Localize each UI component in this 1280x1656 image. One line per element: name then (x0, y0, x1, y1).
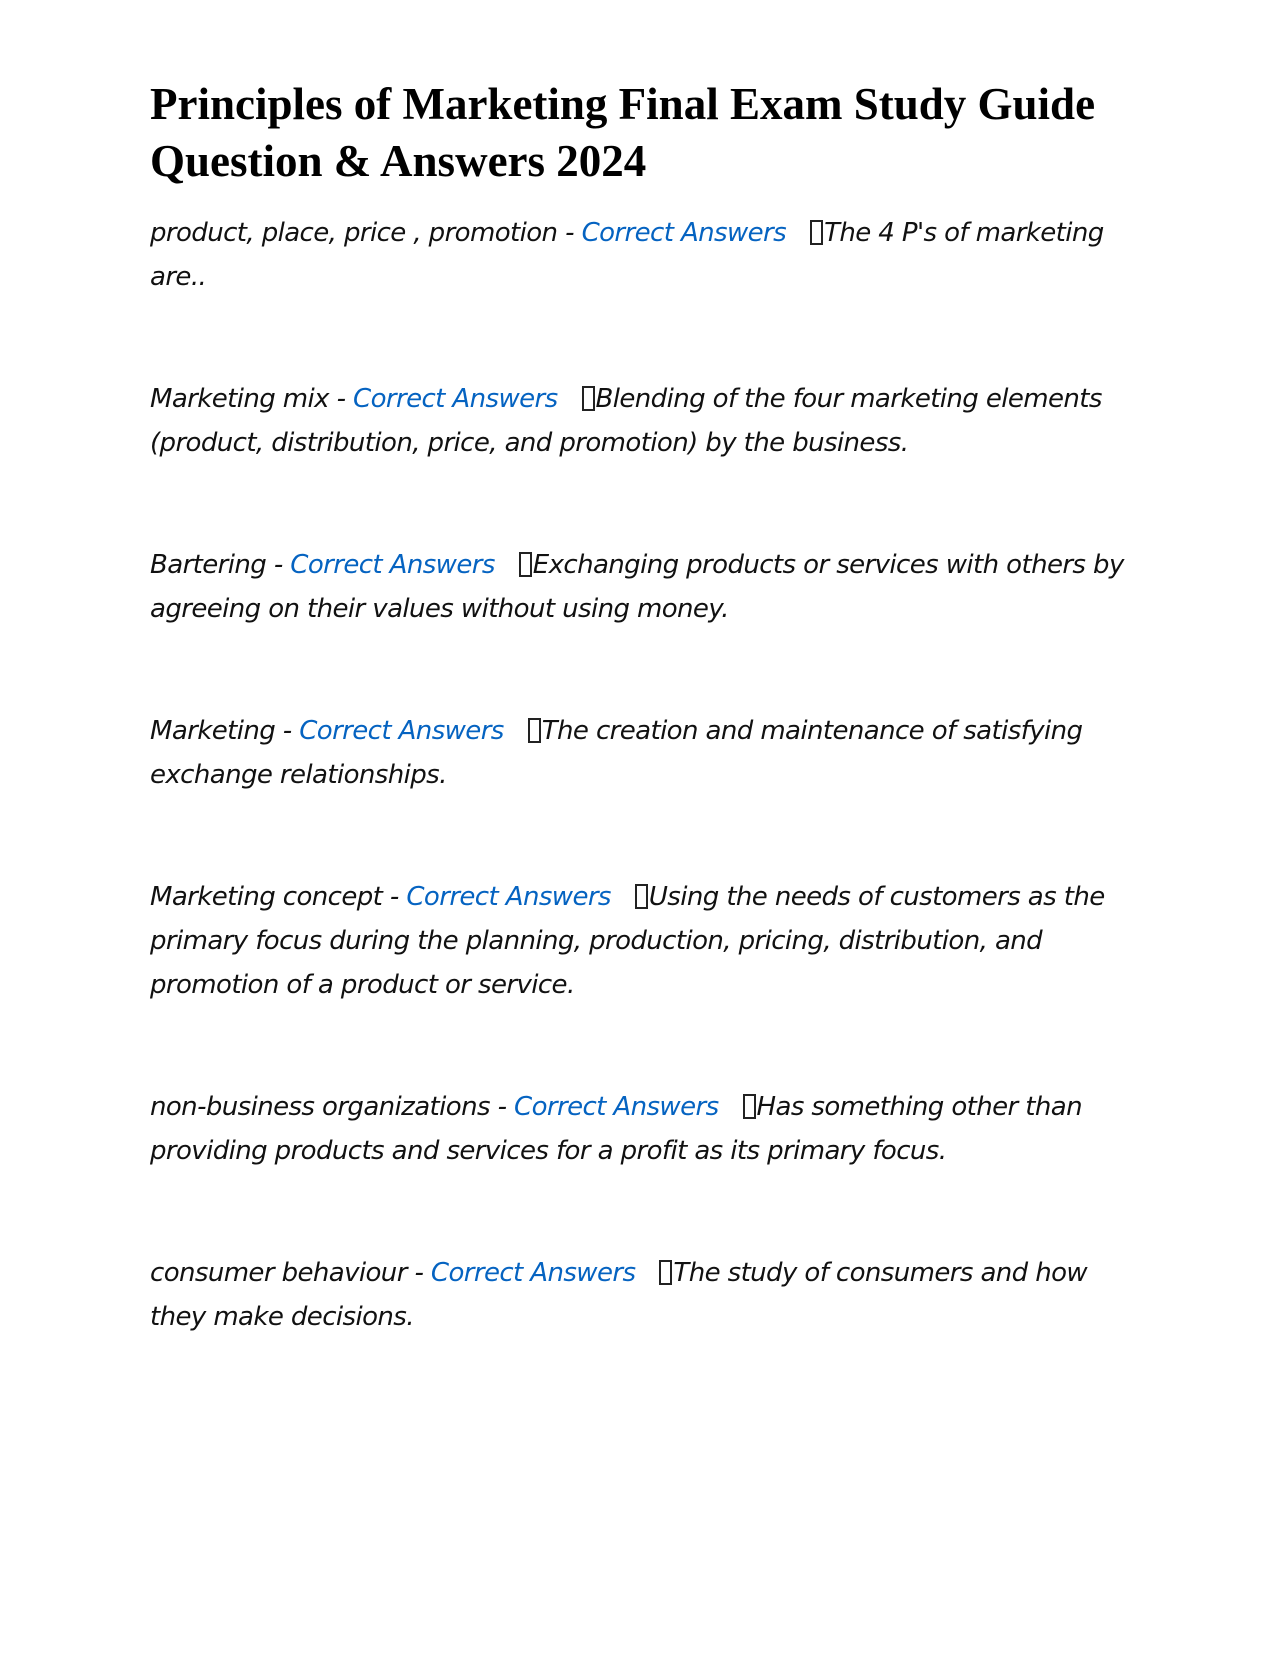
separator: - (382, 882, 407, 912)
qa-entry (150, 377, 1150, 465)
qa-entry (150, 211, 1150, 299)
missing-glyph-icon (528, 718, 541, 743)
qa-entry (150, 1251, 1150, 1339)
missing-glyph-icon (659, 1260, 672, 1285)
missing-glyph-icon (519, 552, 532, 577)
definition: Exchanging products or services with others by agreeing on their values without using money. (150, 550, 1124, 624)
separator: - (406, 1258, 431, 1288)
definition: The 4 P's of marketing are.. (150, 218, 1104, 292)
qa-entry (150, 1085, 1150, 1173)
correct-answers-label: Correct Answers (581, 218, 787, 248)
definition: The creation and maintenance of satisfying exchange relationships. (150, 716, 1083, 790)
correct-answers-label: Correct Answers (299, 716, 504, 746)
term: Bartering (150, 550, 267, 580)
term: product, place, price , promotion (150, 218, 558, 248)
document-title: Principles of Marketing Final Exam Study Guide Question & Answers 2024 (150, 79, 1096, 186)
definition: The study of consumers and how they make decisions. (150, 1258, 1088, 1332)
qa-entry (150, 543, 1150, 631)
separator: - (557, 218, 582, 248)
separator: - (266, 550, 291, 580)
definition: Blending of the four marketing elements (product, distribution, price, and promotion) by the business. (150, 384, 1102, 458)
missing-glyph-icon (810, 220, 823, 245)
separator: - (489, 1092, 515, 1122)
separator: - (275, 716, 300, 746)
definition: Has something other than providing products and services for a profit as its primary focus. (150, 1092, 1082, 1166)
term: Marketing concept (150, 882, 383, 912)
correct-answers-label: Correct Answers (514, 1092, 719, 1122)
term: Marketing (150, 716, 276, 746)
definition: Using the needs of customers as the primary focus during the planning, production, pricing, distribution, and promotion of a product or service. (150, 882, 1105, 1000)
term: consumer behaviour (150, 1258, 407, 1288)
missing-glyph-icon (582, 386, 595, 411)
correct-answers-label: Correct Answers (353, 384, 558, 414)
missing-glyph-icon (635, 884, 648, 909)
qa-entry (150, 875, 1150, 1007)
separator: - (328, 384, 354, 414)
correct-answers-label: Correct Answers (406, 882, 611, 912)
correct-answers-label: Correct Answers (430, 1258, 636, 1288)
qa-entry (150, 709, 1150, 797)
correct-answers-label: Correct Answers (290, 550, 495, 580)
term: Marketing mix (150, 384, 329, 414)
missing-glyph-icon (743, 1094, 756, 1119)
term: non-business organizations (150, 1092, 490, 1122)
document-page (150, 76, 1150, 1417)
